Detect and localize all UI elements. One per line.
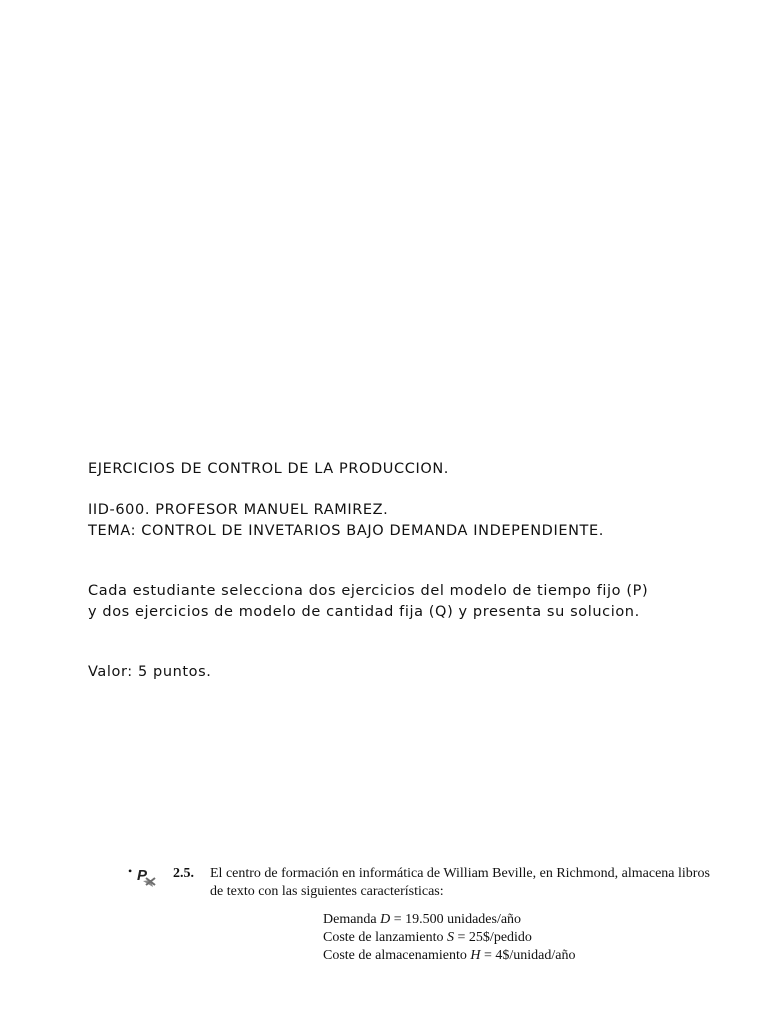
instructions-line-2: y dos ejercicios de modelo de cantidad fija (Q) y presenta su solucion.	[88, 604, 640, 620]
data-label: Coste de almacenamiento	[323, 948, 467, 963]
course-line: IID-600. PROFESOR MANUEL RAMIREZ.	[88, 502, 389, 518]
exercise-number: 2.5.	[173, 866, 194, 881]
data-value: = 4$/unidad/año	[483, 948, 576, 963]
data-label: Demanda	[323, 912, 377, 927]
exercise-bullet: •	[128, 864, 133, 878]
data-row-demand	[323, 912, 521, 928]
data-variable: S	[447, 930, 455, 945]
exercise-text-line-2: de texto con las siguientes características:	[210, 884, 444, 899]
data-row-setup-cost	[323, 930, 532, 946]
data-variable: H	[470, 948, 481, 963]
instructions-line-1: Cada estudiante selecciona dos ejercicios del modelo de tiempo fijo (P)	[88, 583, 649, 599]
data-label: Coste de lanzamiento	[323, 930, 444, 945]
document-title: EJERCICIOS DE CONTROL DE LA PRODUCCION.	[88, 461, 450, 477]
value-line: Valor: 5 puntos.	[88, 664, 212, 680]
data-row-holding-cost	[323, 948, 575, 964]
px-icon-letter: P	[137, 867, 148, 884]
data-value: = 19.500 unidades/año	[393, 912, 522, 927]
data-variable: D	[380, 912, 391, 927]
exercise-text-line-1: El centro de formación en informática de William Beville, en Richmond, almacena libros	[210, 866, 710, 881]
px-icon	[136, 865, 156, 887]
topic-line: TEMA: CONTROL DE INVETARIOS BAJO DEMANDA INDEPENDIENTE.	[88, 523, 604, 539]
data-value: = 25$/pedido	[457, 930, 532, 945]
